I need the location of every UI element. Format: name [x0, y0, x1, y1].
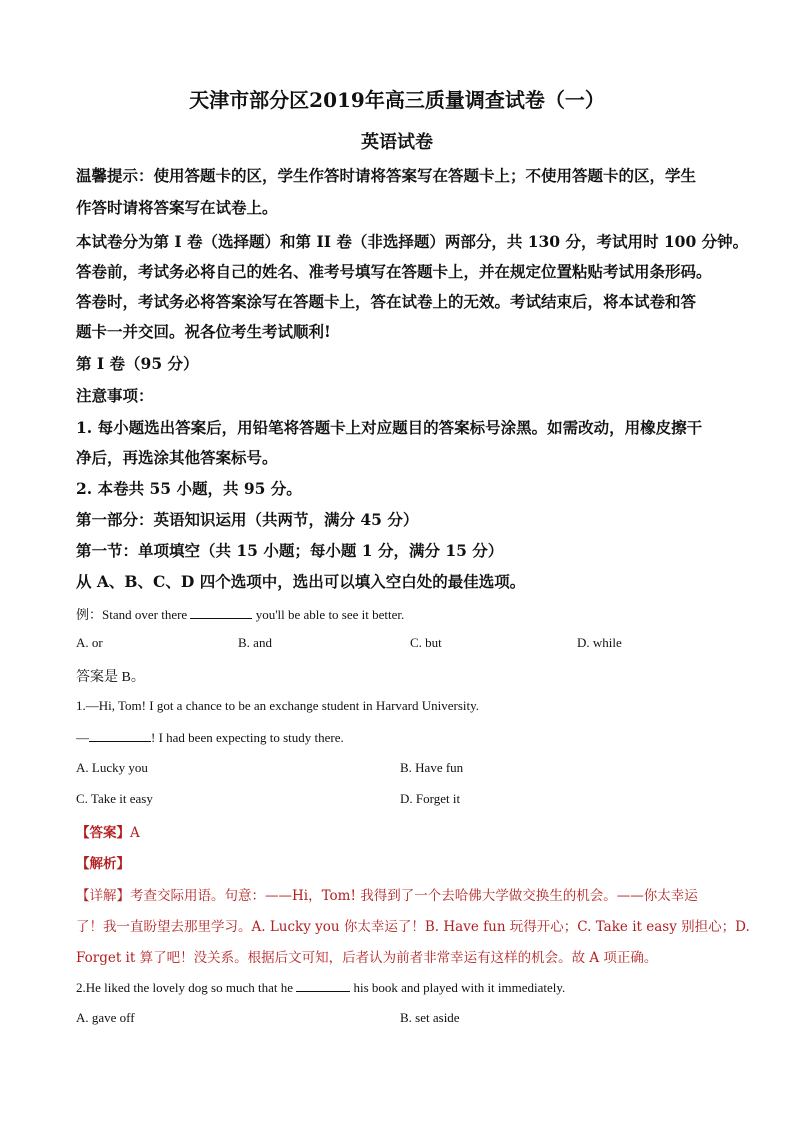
note-line: 净后，再选涂其他答案标号。: [76, 448, 278, 467]
option-b: B. set aside: [400, 1010, 460, 1025]
option-a: A. Lucky you: [76, 760, 148, 775]
intro-line: 答卷前，考试务必将自己的姓名、准考号填写在答题卡上，并在规定位置粘贴考试用条形码。: [76, 262, 712, 281]
option-d: D. while: [577, 635, 622, 650]
answer-line: [76, 821, 140, 841]
analysis-label: 【解析】: [76, 856, 130, 872]
notes-heading: 注意事项：: [76, 386, 154, 405]
note-line: 2. 本卷共 55 小题，共 95 分。: [76, 479, 302, 498]
intro-line: 答卷时，考试务必将答案涂写在答题卡上，答在试卷上的无效。考试结束后，将本试卷和答: [76, 292, 697, 311]
part-heading: 第一部分：英语知识运用（共两节，满分 45 分）: [76, 510, 419, 529]
answer-blank: [296, 979, 350, 992]
option-d: D. Forget it: [400, 791, 461, 806]
intro-line: 作答时请将答案写在试卷上。: [76, 198, 278, 217]
intro-line: 温馨提示：使用答题卡的区，学生作答时请将答案写在答题卡上；不使用答题卡的区，学生: [76, 166, 697, 185]
intro-line: 本试卷分为第 I 卷（选择题）和第 II 卷（非选择题）两部分，共 130 分，考试用时 100 分钟。: [76, 232, 749, 251]
page-subtitle: 英语试卷: [361, 132, 433, 153]
page-title: 天津市部分区2019年高三质量调查试卷（一）: [189, 88, 605, 112]
option-c: C. but: [410, 635, 442, 650]
note-line: 1. 每小题选出答案后，用铅笔将答题卡上对应题目的答案标号涂黑。如需改动，用橡皮擦干: [76, 418, 703, 437]
detail-line: 了！我一直盼望去那里学习。A. Lucky you 你太幸运了！B. Have fun 玩得开心；C. Take it easy 别担心；D.: [76, 919, 750, 935]
subsection-heading: 第一节：单项填空（共 15 小题；每小题 1 分，满分 15 分）: [76, 541, 504, 560]
question-1-line-2: — ! I had been expecting to study there.: [76, 730, 344, 745]
question-1-line-1: 1.—Hi, Tom! I got a chance to be an exchange student in Harvard University.: [76, 698, 480, 713]
option-a: A. gave off: [76, 1010, 135, 1025]
example-answer: 答案是 B。: [76, 670, 145, 685]
answer-label: 【答案】: [76, 825, 130, 841]
option-b: B. and: [238, 635, 272, 650]
detail-line: Forget it 算了吧！没关系。根据后文可知，后者认为前者非常幸运有这样的机会。故 A 项正确。: [76, 950, 658, 966]
intro-line: 题卡一并交回。祝各位考生考试顺利!: [76, 322, 331, 341]
answer-blank: [190, 606, 252, 619]
answer-blank: [89, 729, 151, 742]
option-a: A. or: [76, 635, 103, 650]
answer-value: A: [130, 825, 140, 841]
instruction-line: 从 A、B、C、D 四个选项中，选出可以填入空白处的最佳选项。: [76, 572, 526, 591]
example-question: 例：Stand over there you'll be able to see it better.: [76, 607, 405, 622]
section-heading: 第 I 卷（95 分）: [76, 354, 199, 373]
option-c: C. Take it easy: [76, 791, 153, 806]
question-2-line: 2.He liked the lovely dog so much that he his book and played with it immediately.: [76, 980, 566, 995]
detail-line: 【详解】考查交际用语。句意：——Hi，Tom! 我得到了一个去哈佛大学做交换生的机会。——你太幸运: [76, 888, 698, 904]
option-b: B. Have fun: [400, 760, 464, 775]
